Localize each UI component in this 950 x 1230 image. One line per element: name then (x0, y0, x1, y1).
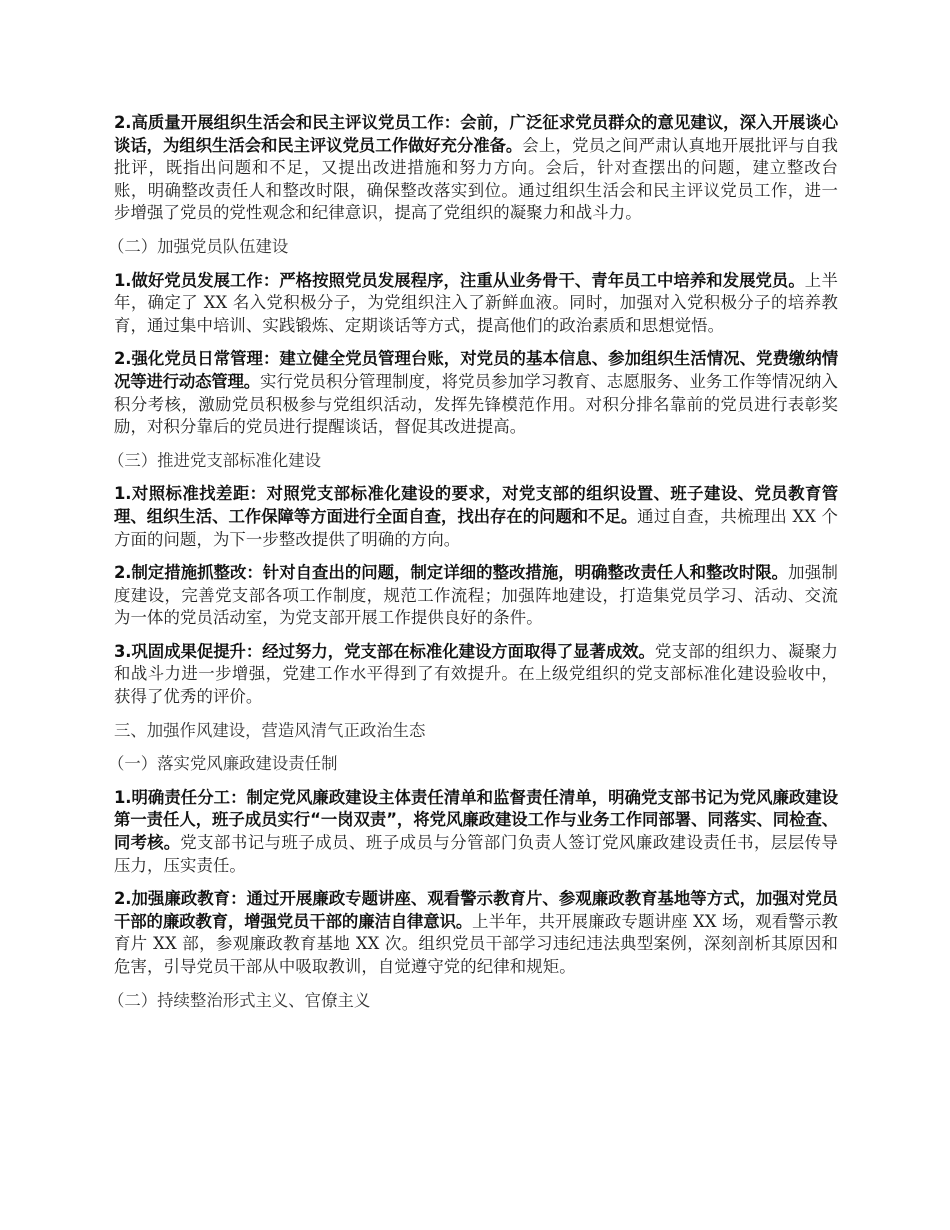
paragraph-body: 加强制度建设，完善党支部各项工作制度，规范工作流程；加强阵地建设，打造集党员学习、活动、交流为一体的党员活动室，为党支部开展工作提供良好的条件。 (114, 563, 838, 628)
paragraph-lead: 3.巩固成果促提升：经过努力，党支部在标准化建设方面取得了显著成效。 (114, 641, 655, 661)
paragraph-body: 通过自查，共梳理出 XX 个方面的问题，为下一步整改提供了明确的方向。 (114, 506, 838, 549)
paragraph-lead: 2.制定措施抓整改：针对自查出的问题，制定详细的整改措施，明确整改责任人和整改时限。 (114, 563, 789, 583)
paragraph-consolidate-results (114, 641, 838, 709)
paragraph-body: 党支部的组织力、凝聚力和战斗力进一步增强，党建工作水平得到了有效提升。在上级党组织的党支部标准化建设验收中，获得了优秀的评价。 (114, 641, 838, 707)
section-heading-standardization: （三）推进党支部标准化建设 (108, 450, 322, 470)
paragraph-find-gaps (114, 483, 838, 551)
paragraph-lead: 1.做好党员发展工作：严格按照党员发展程序，注重从业务骨干、青年员工中培养和发展党员。 (114, 270, 805, 290)
section-heading-integrity-responsibility: （一）落实党风廉政建设责任制 (108, 754, 338, 774)
document-page (108, 112, 838, 1023)
section-heading-formalism: （二）持续整治形式主义、官僚主义 (108, 990, 371, 1010)
paragraph-integrity-education (114, 888, 838, 978)
section-heading-team-building: （二）加强党员队伍建设 (108, 236, 289, 256)
paragraph-lead: 2.加强廉政教育：通过开展廉政专题讲座、观看警示教育片、参观廉政教育基地等方式，加强对党员干部的廉政教育，增强党员干部的廉洁自律意识。 (114, 889, 838, 931)
paragraph-rectification (114, 562, 838, 630)
paragraph-body: 上半年，确定了 XX 名入党积极分子，为党组织注入了新鲜血液。同时，加强对入党积极分子的培养教育，通过集中培训、实践锻炼、定期谈话等方式，提高他们的政治素质和思想觉悟。 (114, 270, 838, 335)
paragraph-daily-management (114, 348, 838, 438)
paragraph-body: 上半年，共开展廉政专题讲座 XX 场，观看警示教育片 XX 部，参观廉政教育基地 XX 次。组织党员干部学习违纪违法典型案例，深刻剖析其原因和危害，引导党员干部从中吸取教训，自觉遵守党的纪律和规矩。 (114, 911, 838, 976)
chapter-heading-work-style: 三、加强作风建设，营造风清气正政治生态 (114, 720, 426, 740)
paragraph-lead: 1.对照标准找差距：对照党支部标准化建设的要求，对党支部的组织设置、班子建设、党员教育管理、组织生活、工作保障等方面进行全面自查，找出存在的问题和不足。 (114, 484, 838, 526)
paragraph-lead: 2.强化党员日常管理：建立健全党员管理台账，对党员的基本信息、参加组织生活情况、党费缴纳情况等进行动态管理。 (114, 349, 838, 391)
paragraph-member-development (114, 270, 838, 338)
paragraph-body: 会上，党员之间严肃认真地开展批评与自我批评，既指出问题和不足，又提出改进措施和努力方向。会后，针对查摆出的问题，建立整改台账，明确整改责任人和整改时限，确保整改落实到位。通过组织生活会和民主评议党员工作，进一步增强了党员的党性观念和纪律意识，提高了党组织的凝聚力和战斗力。 (114, 135, 838, 223)
paragraph-body: 实行党员积分管理制度，将党员参加学习教育、志愿服务、业务工作等情况纳入积分考核，激励党员积极参与党组织活动，发挥先锋模范作用。对积分排名靠前的党员进行表彰奖励，对积分靠后的党员进行提醒谈话，督促其改进提高。 (114, 371, 838, 437)
paragraph-body: 党支部书记与班子成员、班子成员与分管部门负责人签订党风廉政建设责任书，层层传导压力，压实责任。 (114, 833, 838, 875)
paragraph-lead: 1.明确责任分工：制定党风廉政建设主体责任清单和监督责任清单，明确党支部书记为党风廉政建设第一责任人，班子成员实行“一岗双责”，将党风廉政建设工作与业务工作同部署、同落实、同检查、同考核。 (114, 787, 838, 853)
paragraph-org-life-meeting (114, 112, 838, 225)
paragraph-lead: 2.高质量开展组织生活会和民主评议党员工作：会前，广泛征求党员群众的意见建议，深入开展谈心谈话，为组织生活会和民主评议党员工作做好充分准备。 (114, 113, 838, 155)
paragraph-responsibility-division (114, 787, 838, 877)
